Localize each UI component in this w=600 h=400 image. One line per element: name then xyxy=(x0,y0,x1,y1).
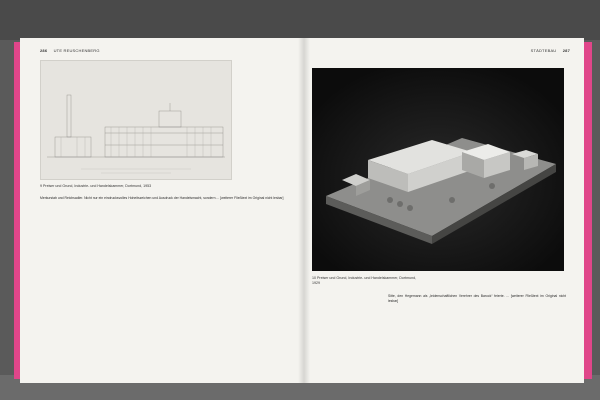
book-edge-right xyxy=(584,42,592,379)
left-body-text: Merkurstab und Reichsadler. Nicht nur ein eindrucksvolles Hoheitszeichen und Ausdruck der Handelsmacht, sondern ... [weiterer Fließtext im Original nicht lesbar] xyxy=(40,196,284,200)
right-body-text: Sitte, den Hegemann als „leidenschaftlichen Verehrer des Barock“ feierte. ... [weiterer Fließtext im Original nicht lesbar] xyxy=(388,294,566,304)
architectural-elevation-drawing xyxy=(40,60,232,180)
left-running-head: UTE REUSCHENBERG xyxy=(53,48,100,53)
left-page-header xyxy=(40,48,100,53)
left-page xyxy=(20,38,304,383)
right-page xyxy=(304,38,584,383)
left-figure-caption: 9 Preiser und Grund, Industrie- und Handelskammer, Dortmund, 1953 xyxy=(40,184,152,188)
left-page-number: 286 xyxy=(40,48,48,53)
model-photo-svg xyxy=(312,68,564,271)
background-top xyxy=(0,0,600,40)
right-page-header xyxy=(531,48,570,53)
open-book xyxy=(14,38,592,383)
right-figure-caption: 10 Preiser und Grund, Industrie- und Handelskammer, Dortmund, 1929 xyxy=(312,276,417,285)
elevation-drawing-svg xyxy=(41,61,231,179)
architectural-model-photo xyxy=(312,68,564,271)
right-running-head: STÄDTEBAU xyxy=(530,48,557,53)
right-page-number: 287 xyxy=(562,48,570,53)
book-gutter xyxy=(298,38,310,383)
